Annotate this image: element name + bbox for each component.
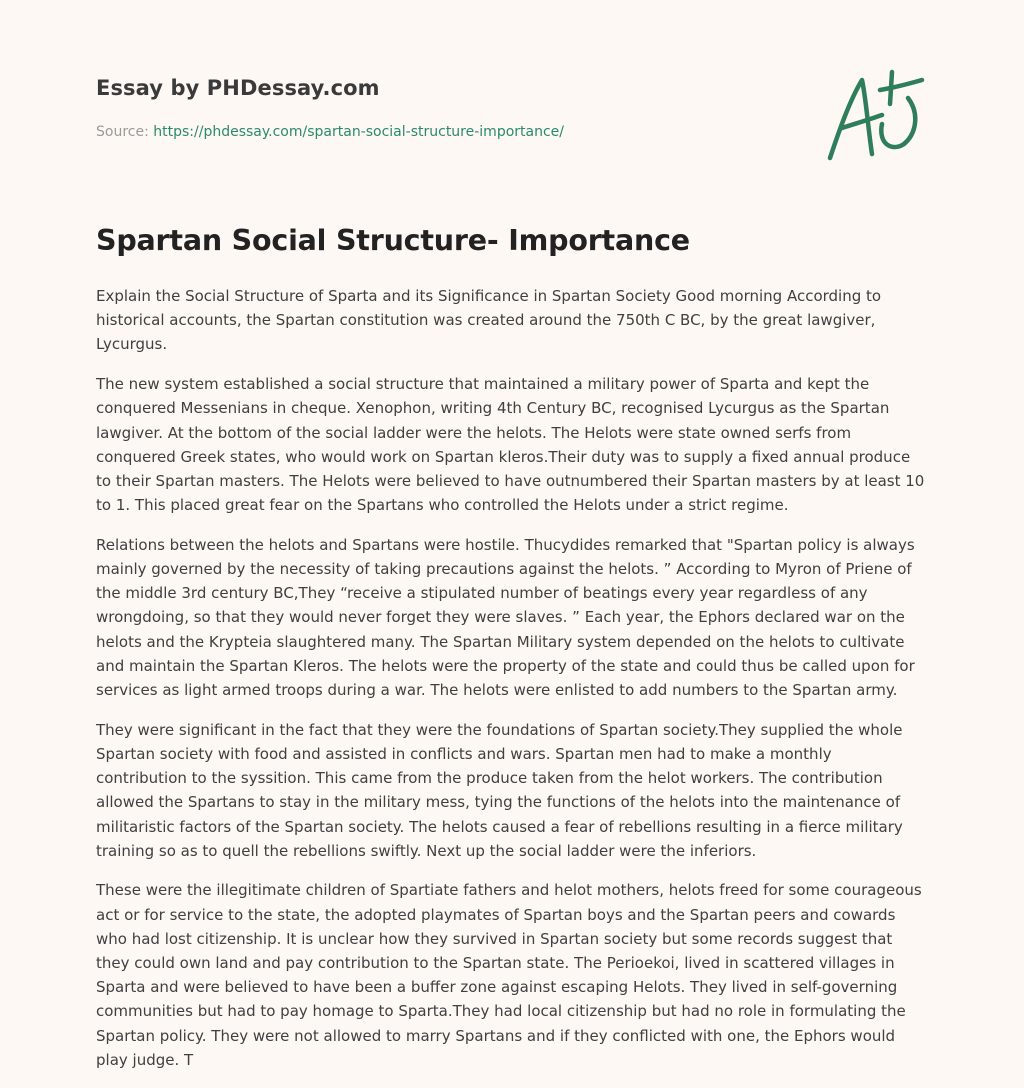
source-label: Source: [96,124,149,140]
essay-paragraph: The new system established a social structure that maintained a military power of Sparta and kept the conquered Messenians in cheque. Xenophon, writing 4th Century BC, recognised Lycurgus as the Spartan lawgiver. At the bottom of the social ladder were the helots. The Helots were state owned serfs from conquered Greek states, who would work on Spartan kleros.Their duty was to supply a fixed annual produce to their Spartan masters. The Helots were believed to have outnumbered their Spartan masters by at least 10 to 1. This placed great fear on the Spartans who controlled the Helots under a strict regime. [96,375,925,515]
essay-paragraph: These were the illegitimate children of Spartiate fathers and helot mothers, helots freed for some courageous act or for service to the state, the adopted playmates of Spartan boys and the Spartan peers and cowards who had lost citizenship. It is unclear how they survived in Spartan society but some records suggest that they could own land and pay contribution to the Spartan state. The Perioekoi, lived in scattered villages in Sparta and were believed to have been a buffer zone against escaping Helots. They lived in self-governing communities but had to pay homage to Sparta.They had local citizenship but had no role in formulating the Spartan policy. They were not allowed to marry Spartans and if they conflicted with one, the Ephors would play judge. T [96,881,922,1069]
essay-paragraph: Relations between the helots and Spartans were hostile. Thucydides remarked that "Spartan policy is always mainly governed by the necessity of taking precautions against the helots. ” According to Myron of Priene of the middle 3rd century BC,They “receive a stipulated number of beatings every year regardless of any wrongdoing, so that they would never forget they were slaves. ” Each year, the Ephors declared war on the helots and the Krypteia slaughtered many. The Spartan Military system depended on the helots to cultivate and maintain the Spartan Kleros. The helots were the property of the state and could thus be called upon for services as light armed troops during a war. The helots were enlisted to add numbers to the Spartan army. [96,535,915,700]
site-brand: Essay by PHDessay.com [96,76,380,100]
essay-body [96,284,926,1088]
source-link[interactable]: https://phdessay.com/spartan-social-structure-importance/ [153,124,564,140]
essay-title: Spartan Social Structure- Importance [96,224,690,257]
source-line [96,124,564,140]
essay-paragraph: They were significant in the fact that they were the foundations of Spartan society.They supplied the whole Spartan society with food and assisted in conflicts and wars. Spartan men had to make a monthly contribution to the syssition. This came from the produce taken from the helot workers. The contribution allowed the Spartans to stay in the military mess, tying the functions of the helots into the maintenance of militaristic factors of the Spartan society. The helots caused a fear of rebellions resulting in a fierce military training so as to quell the rebellions swiftly. Next up the social ladder were the inferiors. [96,720,903,860]
essay-paragraph: Explain the Social Structure of Sparta and its Significance in Spartan Society Good morning According to historical accounts, the Spartan constitution was created around the 750th C BC, by the great lawgiver, Lycurgus. [96,287,882,354]
a-plus-grade-icon [822,68,932,168]
